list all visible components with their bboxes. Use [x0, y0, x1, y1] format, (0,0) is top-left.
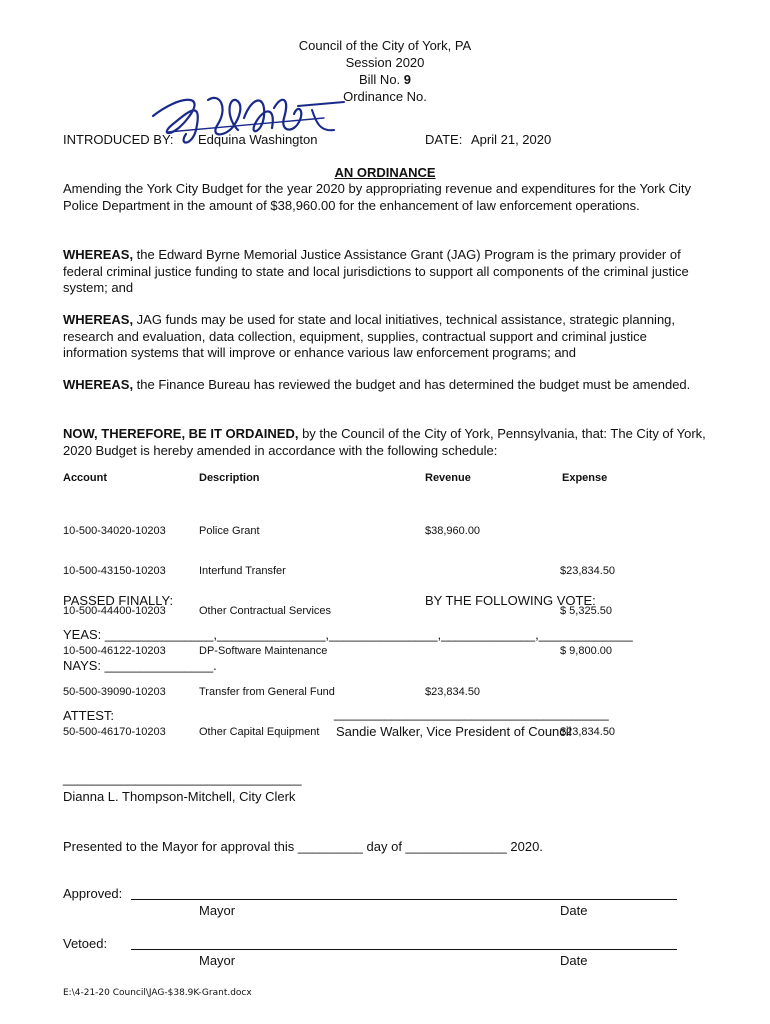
table-cell-expense: $ 9,800.00: [560, 645, 612, 658]
whereas-clause-2: [63, 312, 713, 362]
whereas-text: the Finance Bureau has reviewed the budget and has determined the budget must be amended.: [133, 377, 691, 392]
nays-line: NAYS: _______________.: [63, 658, 217, 673]
table-cell-expense: $23,834.50: [560, 725, 616, 738]
header-council: Council of the City of York, PA: [298, 38, 472, 53]
vetoed-mayor-label: Mayor: [199, 953, 236, 968]
table-cell-account: 10-500-43150-10203: [63, 565, 166, 578]
approved-mayor-label: Mayor: [199, 903, 236, 918]
col-header-account: Account: [63, 472, 107, 484]
table-cell-revenue: $38,960.00: [425, 524, 481, 537]
table-cell-description: Other Contractual Services: [199, 605, 332, 618]
clerk-name: Dianna L. Thompson-Mitchell, City Clerk: [63, 789, 296, 804]
ordinance-title: AN ORDINANCE: [334, 165, 436, 180]
whereas-clause-3: [63, 377, 713, 394]
date-label: DATE:: [425, 132, 463, 147]
ordain-text: by the Council of the City of York, Pennsylvania, that: The City of York, 2020 Budget is hereby amended in accordance with the following schedule:: [63, 426, 706, 458]
table-cell-revenue: $23,834.50: [425, 685, 481, 698]
header-bill: [0, 72, 770, 87]
vetoed-label: Vetoed:: [63, 936, 108, 951]
ordain-clause: [63, 426, 713, 459]
whereas-text: JAG funds may be used for state and local initiatives, technical assistance, strategic planning, research and evaluation, data collection, equipment, supplies, contractual support and criminal justice information systems that will improve or enhance various law enforcement programs; and: [63, 312, 676, 360]
introduced-label: INTRODUCED BY:: [63, 132, 174, 147]
table-cell-revenue: [425, 645, 480, 658]
table-cell-expense: [560, 686, 620, 699]
table-cell-account: 10-500-46122-10203: [63, 645, 166, 658]
approved-date-label: Date: [560, 903, 588, 918]
table-cell-account: 10-500-44400-10203: [63, 605, 166, 618]
attest-label: ATTEST:: [63, 708, 115, 723]
whereas-lead: WHEREAS,: [63, 377, 134, 392]
table-cell-description: Transfer from General Fund: [199, 685, 335, 698]
table-cell-description: Police Grant: [199, 524, 260, 537]
whereas-lead: WHEREAS,: [63, 312, 134, 327]
whereas-lead: WHEREAS,: [63, 247, 134, 262]
footer-file-path: E:\4-21-20 Council\JAG-$38.9K-Grant.docx: [63, 988, 252, 998]
approved-signature-line: [131, 899, 677, 900]
bill-number: 9: [403, 72, 412, 87]
col-header-description: Description: [199, 472, 260, 484]
introduced-name: Edquina Washington: [198, 132, 318, 147]
table-cell-expense: $ 5,325.50: [560, 605, 612, 618]
header-session: Session 2020: [345, 55, 425, 70]
col-header-expense: Expense: [562, 472, 608, 484]
table-cell-revenue: [425, 565, 480, 578]
table-cell-description: DP-Software Maintenance: [199, 645, 328, 658]
whereas-clause-1: [63, 247, 713, 297]
header-ordinance-no: Ordinance No.: [343, 89, 427, 104]
col-header-revenue: Revenue: [425, 472, 471, 484]
table-cell-description: Interfund Transfer: [199, 565, 286, 578]
table-cell-account: 10-500-34020-10203: [63, 524, 166, 537]
vp-name: Sandie Walker, Vice President of Council: [336, 724, 572, 739]
whereas-text: the Edward Byrne Memorial Justice Assistance Grant (JAG) Program is the primary provider of federal criminal justice funding to state and local jurisdictions to support all components of the criminal justice system; and: [63, 247, 689, 295]
table-cell-expense: [560, 525, 620, 538]
date-value: April 21, 2020: [471, 132, 552, 147]
table-cell-description: Other Capital Equipment: [199, 725, 320, 738]
intro-paragraph: Amending the York City Budget for the year 2020 by appropriating revenue and expenditures for the York City Police Department in the amount of $38,960.00 for the enhancement of law enforcement operations.: [63, 181, 692, 213]
vetoed-date-label: Date: [560, 953, 588, 968]
table-cell-expense: $23,834.50: [560, 565, 616, 578]
approved-label: Approved:: [63, 886, 123, 901]
vp-signature-line: ______________________________________: [334, 706, 609, 721]
table-cell-account: 50-500-46170-10203: [63, 725, 166, 738]
clerk-signature-line: _________________________________: [63, 771, 302, 786]
vetoed-signature-line: [131, 949, 677, 950]
yeas-line: YEAS: _______________,_______________,_______________,_____________,_____________: [63, 627, 633, 642]
bill-prefix: Bill No.: [358, 72, 404, 87]
by-vote-label: BY THE FOLLOWING VOTE:: [425, 593, 596, 608]
table-cell-account: 50-500-39090-10203: [63, 685, 166, 698]
presented-line: Presented to the Mayor for approval this _________ day of ______________ 2020.: [63, 839, 543, 854]
ordain-lead: NOW, THEREFORE, BE IT ORDAINED,: [63, 426, 299, 441]
passed-finally-label: PASSED FINALLY:: [63, 593, 174, 608]
